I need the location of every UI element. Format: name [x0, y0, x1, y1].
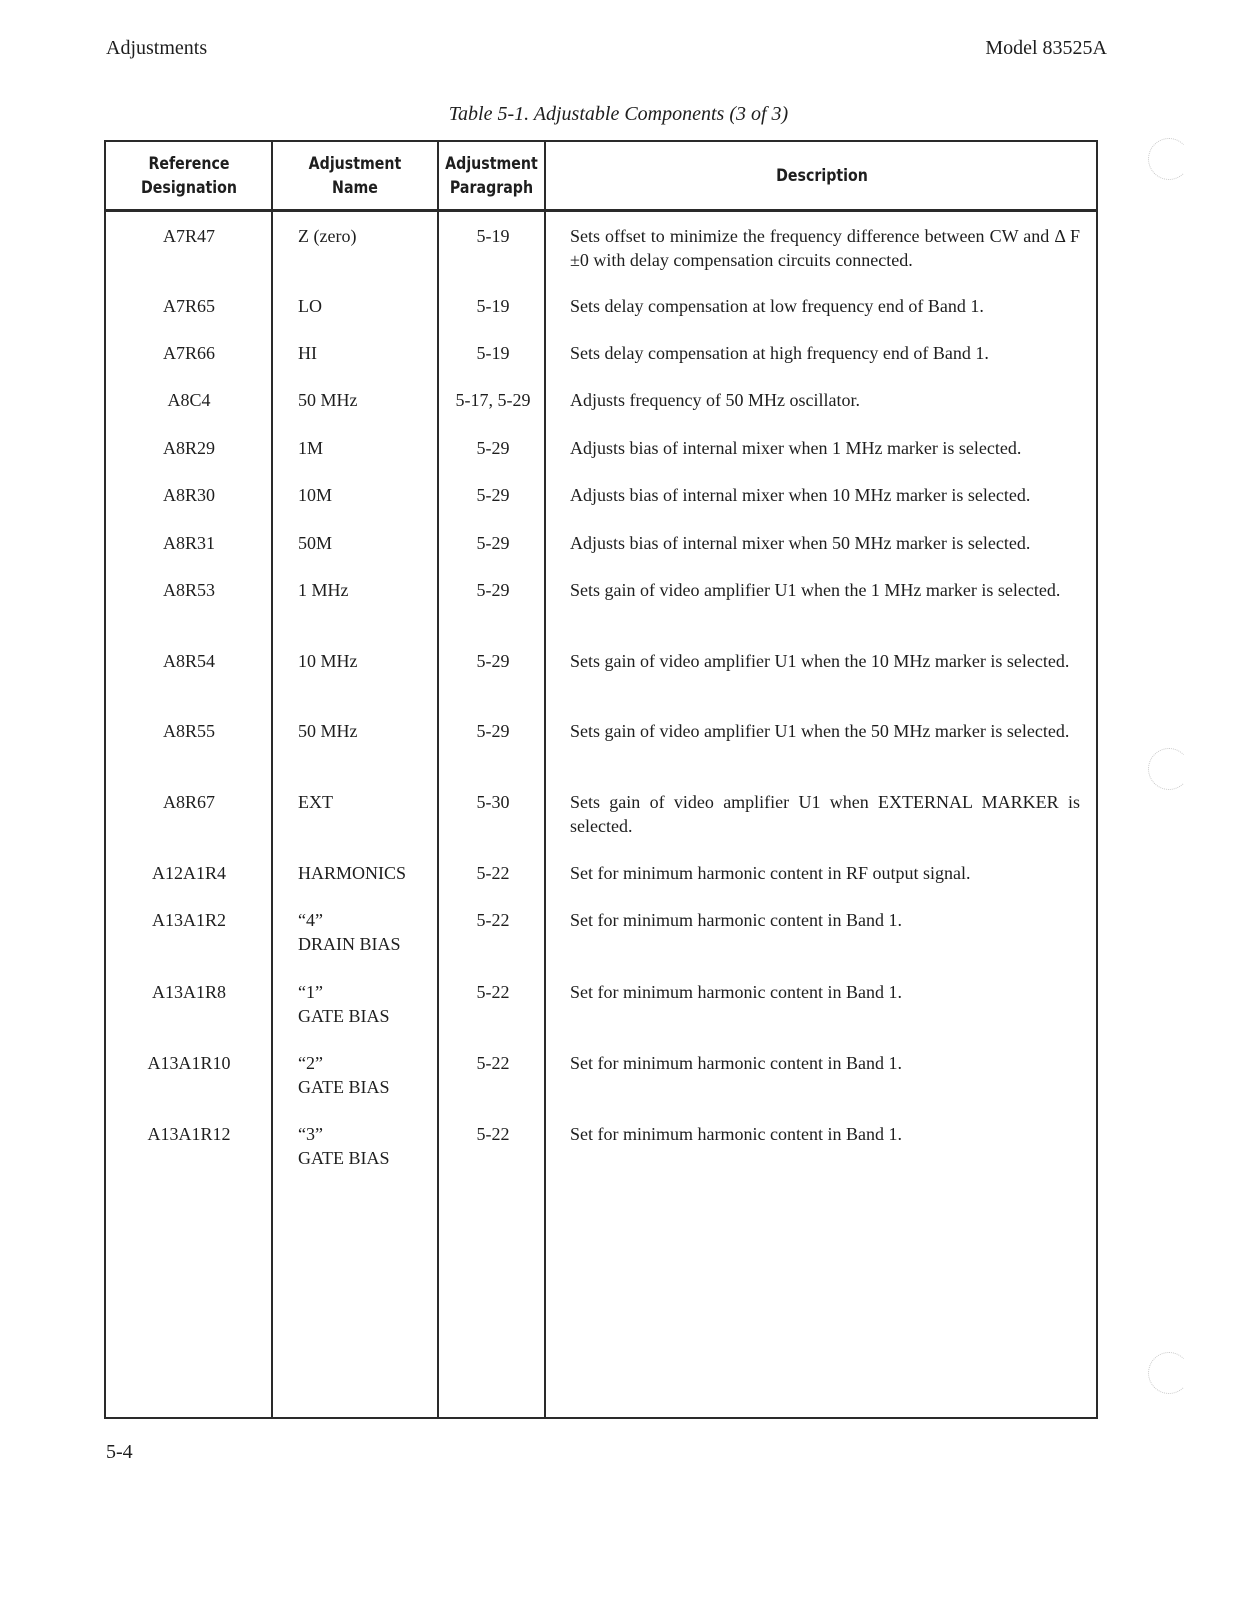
punch-hole-mark	[1148, 748, 1190, 790]
reference-designation: A8R31	[162, 533, 215, 553]
adjustment-paragraph: 5-29	[476, 485, 510, 505]
column-header-description	[585, 142, 1060, 209]
adjustment-name: 10M	[298, 485, 333, 505]
description: Sets delay compensation at high frequency end of Band 1.	[570, 343, 989, 363]
description: Adjusts bias of internal mixer when 1 MHz marker is selected.	[570, 438, 1022, 458]
adjustment-paragraph: 5-22	[476, 982, 510, 1002]
adjustment-paragraph: 5-22	[476, 1053, 510, 1073]
adjustment-paragraph: 5-22	[476, 1124, 510, 1144]
adjustable-components-table	[104, 140, 1098, 1419]
description: Set for minimum harmonic content in RF output signal.	[570, 863, 971, 883]
adjustment-name: “1” GATE BIAS	[298, 982, 390, 1026]
description: Sets gain of video amplifier U1 when the 1 MHz marker is selected.	[570, 580, 1061, 600]
adjustment-name: “2” GATE BIAS	[298, 1053, 390, 1097]
reference-designation: A8R30	[162, 485, 215, 505]
adjustment-paragraph: 5-29	[476, 533, 510, 553]
adjustment-paragraph: 5-22	[476, 910, 510, 930]
adjustment-name: 1M	[298, 438, 324, 458]
page-number: 5-4	[106, 1441, 133, 1463]
reference-designation: A12A1R4	[151, 863, 226, 883]
adjustment-paragraph: 5-30	[476, 792, 510, 812]
column-header-reference-designation	[118, 142, 261, 209]
adjustment-name: 10 MHz	[298, 651, 358, 671]
reference-designation: A8R29	[162, 438, 215, 458]
column-divider	[437, 142, 439, 1417]
header-text: Designation	[140, 177, 238, 197]
adjustment-paragraph: 5-22	[476, 863, 510, 883]
description: Adjusts bias of internal mixer when 10 MHz marker is selected.	[570, 485, 1031, 505]
column-header-adjustment-name	[284, 142, 427, 209]
header-text: Name	[332, 177, 378, 197]
adjustment-name: 50 MHz	[298, 721, 358, 741]
adjustment-name: “3” GATE BIAS	[298, 1124, 390, 1168]
header-text: Adjustment	[308, 153, 402, 173]
reference-designation: A13A1R10	[147, 1053, 231, 1073]
header-text: Reference	[148, 153, 230, 173]
description: Sets gain of video amplifier U1 when the 50 MHz marker is selected.	[570, 721, 1070, 741]
adjustment-paragraph: 5-29	[476, 721, 510, 741]
column-divider	[271, 142, 273, 1417]
reference-designation: A7R47	[162, 226, 215, 246]
reference-designation: A8R55	[162, 721, 215, 741]
adjustment-name: 1 MHz	[298, 580, 349, 600]
table-caption: Table 5-1. Adjustable Components (3 of 3)	[448, 103, 789, 125]
running-header-model: Model 83525A	[985, 37, 1107, 59]
punch-hole-mark	[1148, 138, 1190, 180]
adjustment-paragraph: 5-29	[476, 651, 510, 671]
adjustment-name: EXT	[298, 792, 333, 812]
description: Sets gain of video amplifier U1 when EXTERNAL MARKER is selected.	[570, 792, 1080, 836]
adjustment-name: 50M	[298, 533, 333, 553]
reference-designation: A8R53	[162, 580, 215, 600]
adjustment-name: HARMONICS	[298, 863, 407, 883]
reference-designation: A7R66	[162, 343, 215, 363]
adjustment-paragraph: 5-19	[476, 296, 510, 316]
adjustment-paragraph: 5-29	[476, 580, 510, 600]
reference-designation: A8R54	[162, 651, 215, 671]
punch-hole-mark	[1148, 1352, 1190, 1394]
adjustment-name: “4” DRAIN BIAS	[298, 910, 401, 954]
description: Sets offset to minimize the frequency difference between CW and Δ F ±0 with delay compensation circuits connected.	[570, 226, 1080, 270]
column-divider	[544, 142, 546, 1417]
description: Set for minimum harmonic content in Band 1.	[570, 910, 902, 930]
adjustment-paragraph: 5-17, 5-29	[455, 390, 531, 410]
description: Sets gain of video amplifier U1 when the 10 MHz marker is selected.	[570, 651, 1070, 671]
adjustment-paragraph: 5-19	[476, 343, 510, 363]
description: Set for minimum harmonic content in Band 1.	[570, 1053, 902, 1073]
adjustment-name: Z (zero)	[298, 226, 357, 246]
header-rule	[106, 209, 1096, 212]
reference-designation: A13A1R2	[151, 910, 226, 930]
column-header-adjustment-paragraph	[445, 142, 537, 209]
running-header-section: Adjustments	[106, 37, 208, 59]
reference-designation: A7R65	[162, 296, 215, 316]
adjustment-paragraph: 5-29	[476, 438, 510, 458]
reference-designation: A13A1R12	[147, 1124, 231, 1144]
adjustment-name: 50 MHz	[298, 390, 358, 410]
reference-designation: A8C4	[167, 390, 211, 410]
description: Sets delay compensation at low frequency end of Band 1.	[570, 296, 984, 316]
description: Adjusts bias of internal mixer when 50 MHz marker is selected.	[570, 533, 1031, 553]
description: Set for minimum harmonic content in Band 1.	[570, 982, 902, 1002]
description: Adjusts frequency of 50 MHz oscillator.	[570, 390, 860, 410]
header-text: Description	[776, 165, 868, 185]
reference-designation: A8R67	[162, 792, 215, 812]
adjustment-paragraph: 5-19	[476, 226, 510, 246]
header-text: Paragraph	[449, 177, 534, 197]
adjustment-name: HI	[298, 343, 317, 363]
adjustment-name: LO	[298, 296, 322, 316]
header-text: Adjustment	[445, 153, 538, 173]
description: Set for minimum harmonic content in Band 1.	[570, 1124, 902, 1144]
reference-designation: A13A1R8	[151, 982, 226, 1002]
